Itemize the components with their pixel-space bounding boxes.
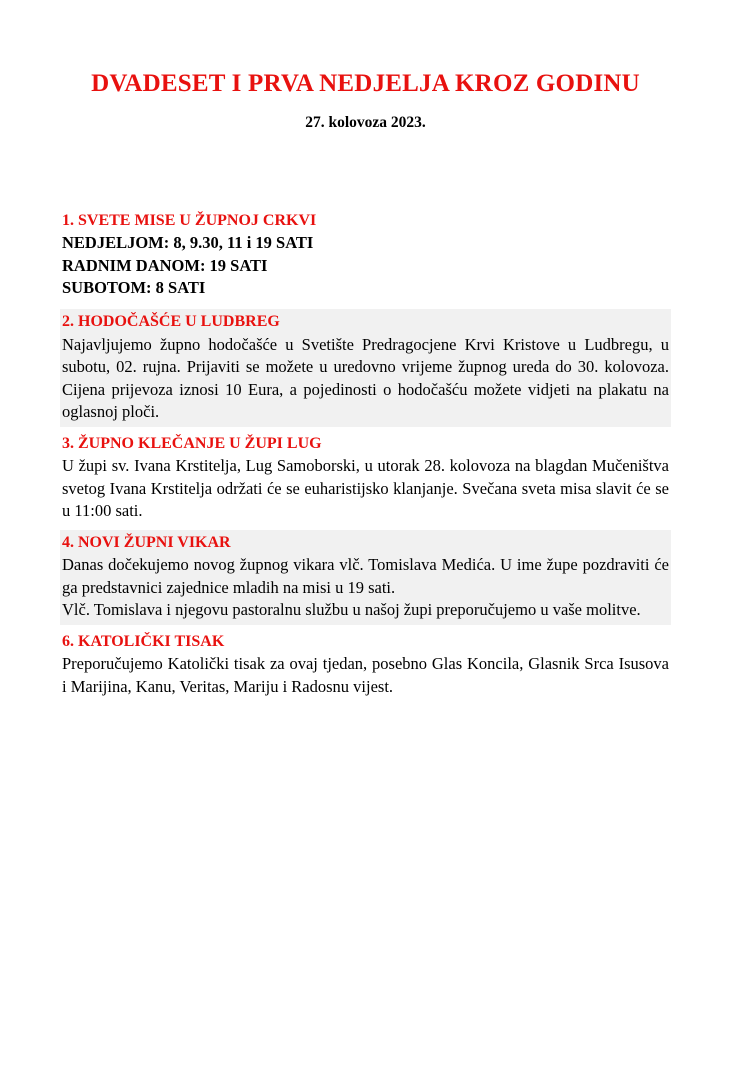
section-heading: 6. KATOLIČKI TISAK (62, 632, 225, 650)
section-svete-mise (60, 210, 671, 300)
section-body: Danas dočekujemo novog župnog vikara vlč. Tomislava Medića. U ime župe pozdraviti će ga predstavnici zajednice mladih na misi u 19 sati. (62, 555, 669, 597)
page-title: DVADESET I PRVA NEDJELJA KROZ GODINU (91, 70, 640, 97)
section-body: Najavljujemo župno hodočašće u Svetište Predragocjene Krvi Kristove u Ludbregu, u subotu, 02. rujna. Prijaviti se možete u uredovno vrijeme župnog ureda do 30. kolovoza. Cijena prijevoza iznosi 10 Eura, a pojedinosti o hodočašću možete vidjeti na plakatu na oglasnoj ploči. (62, 335, 669, 422)
section-body-secondary: Vlč. Tomislava i njegovu pastoralnu službu u našoj župi preporučujemo u vaše molitve. (62, 600, 641, 620)
section-katolicki-tisak (60, 629, 671, 701)
document-date: 27. kolovoza 2023. (305, 113, 426, 131)
section-heading: 3. ŽUPNO KLEČANJE U ŽUPI LUG (62, 434, 322, 452)
section-hodocasce-ludbreg (60, 309, 671, 426)
section-heading: 2. HODOČAŠĆE U LUDBREG (62, 313, 280, 331)
section-body: Preporučujemo Katolički tisak za ovaj tjedan, posebno Glas Koncila, Glasnik Srca Isusova i Marijina, Kanu, Veritas, Mariju i Radosnu vijest. (62, 654, 669, 696)
section-novi-zupni-vikar (60, 530, 671, 625)
mass-time-line: SUBOTOM: 8 SATI (62, 277, 206, 297)
section-heading: 4. NOVI ŽUPNI VIKAR (62, 533, 231, 551)
mass-time-line: NEDJELJOM: 8, 9.30, 11 i 19 SATI (62, 233, 314, 253)
section-zupno-klecanje (60, 431, 671, 526)
section-body: U župi sv. Ivana Krstitelja, Lug Samoborski, u utorak 28. kolovoza na blagdan Mučeništva svetog Ivana Krstitelja održati će se euharistijsko klanjanje. Svečana sveta misa slavit će se u 11:00 sati. (62, 456, 669, 521)
section-heading: 1. SVETE MISE U ŽUPNOJ CRKVI (62, 211, 317, 229)
mass-time-line: RADNIM DANOM: 19 SATI (62, 255, 268, 275)
section-body (62, 232, 671, 299)
